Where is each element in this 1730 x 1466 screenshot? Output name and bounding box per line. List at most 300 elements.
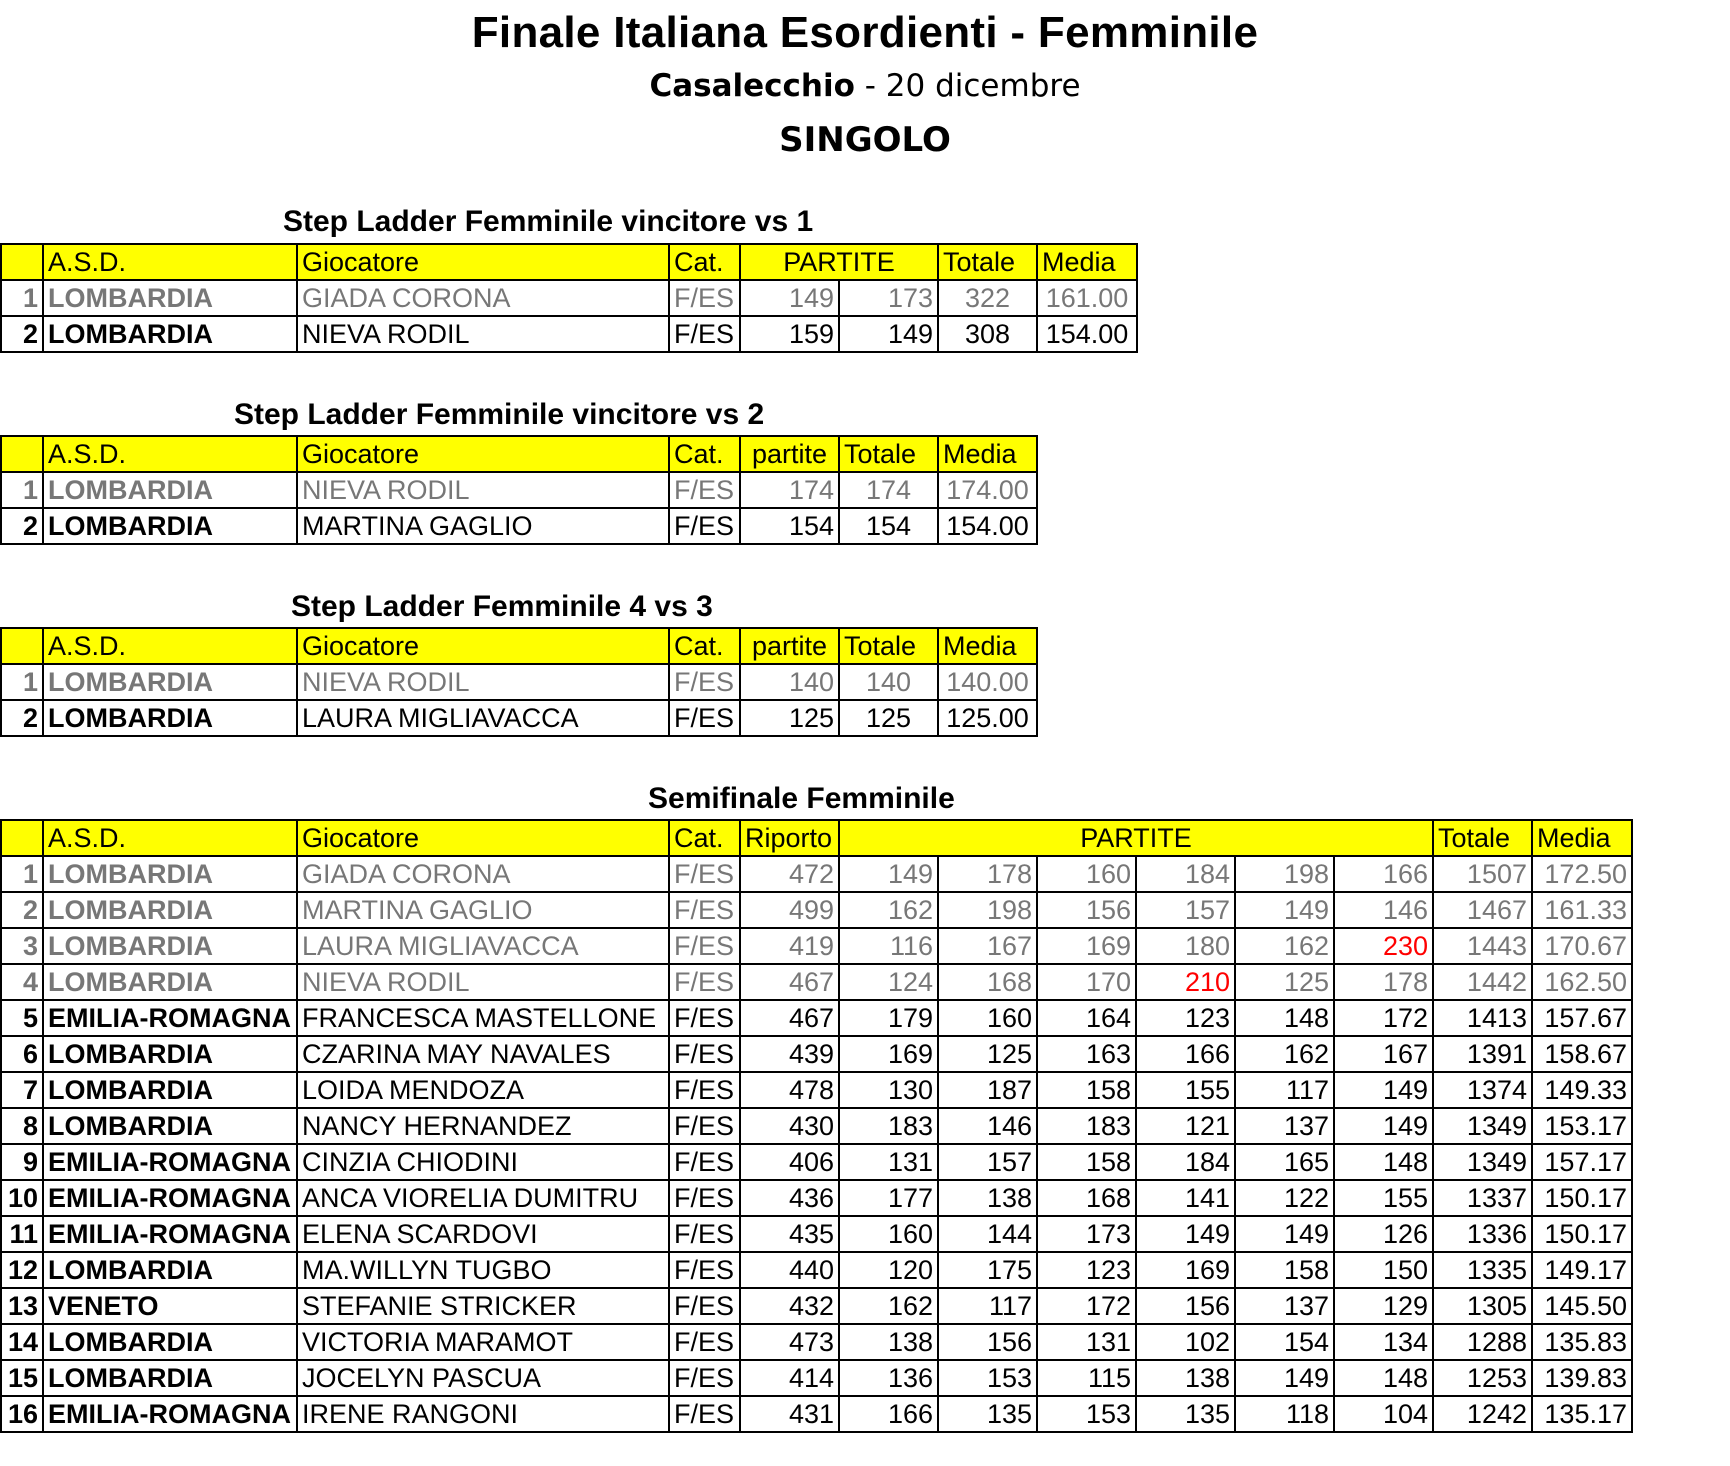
header-games: PARTITE xyxy=(839,820,1433,856)
game-cell: 123 xyxy=(1136,1000,1235,1036)
game-cell: 167 xyxy=(1334,1036,1433,1072)
header-player: Giocatore xyxy=(297,436,669,472)
average-cell: 157.17 xyxy=(1532,1144,1632,1180)
player-cell: CINZIA CHIODINI xyxy=(297,1144,669,1180)
carryover-cell: 499 xyxy=(740,892,839,928)
game-cell: 175 xyxy=(938,1252,1037,1288)
game-cell: 160 xyxy=(938,1000,1037,1036)
game-cell: 166 xyxy=(1136,1036,1235,1072)
header-average: Media xyxy=(1037,244,1137,280)
game-cell: 174 xyxy=(740,472,839,508)
event-subtitle xyxy=(0,68,1730,104)
game-cell: 137 xyxy=(1235,1108,1334,1144)
carryover-cell: 436 xyxy=(740,1180,839,1216)
cat-cell: F/ES xyxy=(669,928,740,964)
game-cell: 177 xyxy=(839,1180,938,1216)
player-cell: MARTINA GAGLIO xyxy=(297,508,669,544)
game-cell: 149 xyxy=(1235,1216,1334,1252)
asd-cell: LOMBARDIA xyxy=(43,508,297,544)
game-cell: 162 xyxy=(839,1288,938,1324)
average-cell: 149.17 xyxy=(1532,1252,1632,1288)
total-cell: 154 xyxy=(839,508,938,544)
game-cell: 149 xyxy=(839,856,938,892)
game-cell: 134 xyxy=(1334,1324,1433,1360)
game-cell: 169 xyxy=(1037,928,1136,964)
game-cell: 150 xyxy=(1334,1252,1433,1288)
player-cell: NIEVA RODIL xyxy=(297,964,669,1000)
game-cell: 131 xyxy=(1037,1324,1136,1360)
asd-cell: LOMBARDIA xyxy=(43,700,297,736)
rank-cell: 6 xyxy=(1,1036,43,1072)
average-cell: 174.00 xyxy=(938,472,1037,508)
header-rank xyxy=(1,628,43,664)
game-cell: 166 xyxy=(1334,856,1433,892)
table-row xyxy=(1,1180,1632,1216)
rank-cell: 16 xyxy=(1,1396,43,1432)
table-row xyxy=(1,856,1632,892)
table-row xyxy=(1,1036,1632,1072)
game-cell: 149 xyxy=(1235,1360,1334,1396)
header-asd: A.S.D. xyxy=(43,436,297,472)
rank-cell: 1 xyxy=(1,856,43,892)
table-row xyxy=(1,472,1037,508)
game-cell: 125 xyxy=(1235,964,1334,1000)
player-cell: NIEVA RODIL xyxy=(297,316,669,352)
cat-cell: F/ES xyxy=(669,964,740,1000)
game-cell: 172 xyxy=(1334,1000,1433,1036)
total-cell: 1305 xyxy=(1433,1288,1532,1324)
player-cell: CZARINA MAY NAVALES xyxy=(297,1036,669,1072)
average-cell: 140.00 xyxy=(938,664,1037,700)
average-cell: 150.17 xyxy=(1532,1180,1632,1216)
rank-cell: 11 xyxy=(1,1216,43,1252)
asd-cell: LOMBARDIA xyxy=(43,316,297,352)
player-cell: GIADA CORONA xyxy=(297,280,669,316)
game-cell: 158 xyxy=(1037,1144,1136,1180)
cat-cell: F/ES xyxy=(669,892,740,928)
game-cell: 158 xyxy=(1037,1072,1136,1108)
player-cell: MA.WILLYN TUGBO xyxy=(297,1252,669,1288)
asd-cell: LOMBARDIA xyxy=(43,1324,297,1360)
total-cell: 1242 xyxy=(1433,1396,1532,1432)
game-cell: 164 xyxy=(1037,1000,1136,1036)
header-asd: A.S.D. xyxy=(43,628,297,664)
carryover-cell: 467 xyxy=(740,1000,839,1036)
cat-cell: F/ES xyxy=(669,1036,740,1072)
table-row xyxy=(1,1324,1632,1360)
average-cell: 158.67 xyxy=(1532,1036,1632,1072)
total-cell: 322 xyxy=(938,280,1037,316)
asd-cell: EMILIA-ROMAGNA xyxy=(43,1180,297,1216)
game-cell: 130 xyxy=(839,1072,938,1108)
game-cell: 173 xyxy=(839,280,938,316)
game-cell: 178 xyxy=(1334,964,1433,1000)
header-rank xyxy=(1,436,43,472)
asd-cell: LOMBARDIA xyxy=(43,1072,297,1108)
header-total: Totale xyxy=(1433,820,1532,856)
game-cell: 156 xyxy=(1136,1288,1235,1324)
game-cell: 138 xyxy=(938,1180,1037,1216)
average-cell: 150.17 xyxy=(1532,1216,1632,1252)
asd-cell: LOMBARDIA xyxy=(43,928,297,964)
cat-cell: F/ES xyxy=(669,1288,740,1324)
game-cell: 156 xyxy=(1037,892,1136,928)
game-cell: 149 xyxy=(1136,1216,1235,1252)
rank-cell: 4 xyxy=(1,964,43,1000)
table-row xyxy=(1,1288,1632,1324)
game-cell: 184 xyxy=(1136,1144,1235,1180)
cat-cell: F/ES xyxy=(669,856,740,892)
total-cell: 1391 xyxy=(1433,1036,1532,1072)
average-cell: 157.67 xyxy=(1532,1000,1632,1036)
rank-cell: 1 xyxy=(1,664,43,700)
carryover-cell: 435 xyxy=(740,1216,839,1252)
game-cell: 148 xyxy=(1235,1000,1334,1036)
average-cell: 170.67 xyxy=(1532,928,1632,964)
cat-cell: F/ES xyxy=(669,1396,740,1432)
average-cell: 135.83 xyxy=(1532,1324,1632,1360)
game-cell: 169 xyxy=(1136,1252,1235,1288)
game-cell: 122 xyxy=(1235,1180,1334,1216)
rank-cell: 3 xyxy=(1,928,43,964)
asd-cell: VENETO xyxy=(43,1288,297,1324)
game-cell: 140 xyxy=(740,664,839,700)
header-games: partite xyxy=(740,436,839,472)
game-cell: 154 xyxy=(1235,1324,1334,1360)
carryover-cell: 467 xyxy=(740,964,839,1000)
rank-cell: 12 xyxy=(1,1252,43,1288)
game-cell: 155 xyxy=(1136,1072,1235,1108)
event-place: Casalecchio xyxy=(649,68,855,104)
total-cell: 1413 xyxy=(1433,1000,1532,1036)
carryover-cell: 473 xyxy=(740,1324,839,1360)
game-cell: 158 xyxy=(1235,1252,1334,1288)
table-row xyxy=(1,1360,1632,1396)
player-cell: NIEVA RODIL xyxy=(297,664,669,700)
asd-cell: LOMBARDIA xyxy=(43,964,297,1000)
player-cell: NIEVA RODIL xyxy=(297,472,669,508)
table-row xyxy=(1,280,1137,316)
player-cell: LAURA MIGLIAVACCA xyxy=(297,928,669,964)
rank-cell: 7 xyxy=(1,1072,43,1108)
header-average: Media xyxy=(938,436,1037,472)
table-row xyxy=(1,1216,1632,1252)
game-cell: 160 xyxy=(1037,856,1136,892)
carryover-cell: 431 xyxy=(740,1396,839,1432)
game-cell: 125 xyxy=(740,700,839,736)
table-row xyxy=(1,1144,1632,1180)
game-cell: 135 xyxy=(938,1396,1037,1432)
asd-cell: LOMBARDIA xyxy=(43,1108,297,1144)
game-cell: 129 xyxy=(1334,1288,1433,1324)
rank-cell: 1 xyxy=(1,280,43,316)
game-cell: 138 xyxy=(839,1324,938,1360)
player-cell: GIADA CORONA xyxy=(297,856,669,892)
player-cell: STEFANIE STRICKER xyxy=(297,1288,669,1324)
header-games: partite xyxy=(740,628,839,664)
carryover-cell: 478 xyxy=(740,1072,839,1108)
asd-cell: LOMBARDIA xyxy=(43,856,297,892)
game-cell: 124 xyxy=(839,964,938,1000)
asd-cell: LOMBARDIA xyxy=(43,280,297,316)
player-cell: JOCELYN PASCUA xyxy=(297,1360,669,1396)
game-cell: 153 xyxy=(1037,1396,1136,1432)
game-cell: 155 xyxy=(1334,1180,1433,1216)
cat-cell: F/ES xyxy=(669,1000,740,1036)
carryover-cell: 439 xyxy=(740,1036,839,1072)
total-cell: 1349 xyxy=(1433,1144,1532,1180)
player-cell: MARTINA GAGLIO xyxy=(297,892,669,928)
cat-cell: F/ES xyxy=(669,1360,740,1396)
game-cell: 178 xyxy=(938,856,1037,892)
total-cell: 308 xyxy=(938,316,1037,352)
average-cell: 139.83 xyxy=(1532,1360,1632,1396)
game-cell: 149 xyxy=(839,316,938,352)
carryover-cell: 414 xyxy=(740,1360,839,1396)
rank-cell: 2 xyxy=(1,316,43,352)
player-cell: FRANCESCA MASTELLONE xyxy=(297,1000,669,1036)
cat-cell: F/ES xyxy=(669,664,740,700)
cat-cell: F/ES xyxy=(669,1324,740,1360)
player-cell: ANCA VIORELIA DUMITRU xyxy=(297,1180,669,1216)
table-row xyxy=(1,1072,1632,1108)
header-total: Totale xyxy=(839,436,938,472)
average-cell: 145.50 xyxy=(1532,1288,1632,1324)
section-title: SINGOLO xyxy=(779,120,951,160)
asd-cell: LOMBARDIA xyxy=(43,472,297,508)
rank-cell: 15 xyxy=(1,1360,43,1396)
game-cell: 125 xyxy=(938,1036,1037,1072)
total-cell: 1507 xyxy=(1433,856,1532,892)
game-cell: 198 xyxy=(1235,856,1334,892)
game-cell: 179 xyxy=(839,1000,938,1036)
player-cell: ELENA SCARDOVI xyxy=(297,1216,669,1252)
header-asd: A.S.D. xyxy=(43,244,297,280)
game-cell: 126 xyxy=(1334,1216,1433,1252)
player-cell: IRENE RANGONI xyxy=(297,1396,669,1432)
game-cell: 165 xyxy=(1235,1144,1334,1180)
game-cell: 121 xyxy=(1136,1108,1235,1144)
game-cell: 167 xyxy=(938,928,1037,964)
player-cell: LAURA MIGLIAVACCA xyxy=(297,700,669,736)
header-asd: A.S.D. xyxy=(43,820,297,856)
average-cell: 172.50 xyxy=(1532,856,1632,892)
average-cell: 162.50 xyxy=(1532,964,1632,1000)
total-cell: 1337 xyxy=(1433,1180,1532,1216)
game-cell: 118 xyxy=(1235,1396,1334,1432)
total-cell: 1253 xyxy=(1433,1360,1532,1396)
game-cell: 159 xyxy=(740,316,839,352)
total-cell: 1374 xyxy=(1433,1072,1532,1108)
asd-cell: LOMBARDIA xyxy=(43,1360,297,1396)
total-cell: 1442 xyxy=(1433,964,1532,1000)
rank-cell: 8 xyxy=(1,1108,43,1144)
cat-cell: F/ES xyxy=(669,1216,740,1252)
average-cell: 161.33 xyxy=(1532,892,1632,928)
game-cell: 148 xyxy=(1334,1144,1433,1180)
header-total: Totale xyxy=(839,628,938,664)
table-row xyxy=(1,1396,1632,1432)
game-cell: 169 xyxy=(839,1036,938,1072)
game-cell: 115 xyxy=(1037,1360,1136,1396)
game-cell: 166 xyxy=(839,1396,938,1432)
game-cell: 162 xyxy=(1235,928,1334,964)
total-cell: 1467 xyxy=(1433,892,1532,928)
game-cell: 117 xyxy=(938,1288,1037,1324)
total-cell: 1443 xyxy=(1433,928,1532,964)
header-carryover: Riporto xyxy=(740,820,839,856)
header-cat: Cat. xyxy=(669,628,740,664)
cat-cell: F/ES xyxy=(669,472,740,508)
table-row xyxy=(1,892,1632,928)
stepladder-table-1 xyxy=(0,243,1138,353)
total-cell: 1335 xyxy=(1433,1252,1532,1288)
game-cell: 156 xyxy=(938,1324,1037,1360)
average-cell: 161.00 xyxy=(1037,280,1137,316)
header-rank xyxy=(1,244,43,280)
game-cell: 102 xyxy=(1136,1324,1235,1360)
carryover-cell: 430 xyxy=(740,1108,839,1144)
table-row xyxy=(1,316,1137,352)
total-cell: 1349 xyxy=(1433,1108,1532,1144)
game-cell: 146 xyxy=(1334,892,1433,928)
average-cell: 125.00 xyxy=(938,700,1037,736)
table-header-row xyxy=(1,820,1632,856)
stepladder-table-2 xyxy=(0,435,1038,545)
game-cell: 183 xyxy=(1037,1108,1136,1144)
header-cat: Cat. xyxy=(669,820,740,856)
cat-cell: F/ES xyxy=(669,1072,740,1108)
game-cell: 157 xyxy=(1136,892,1235,928)
table2-title: Step Ladder Femminile vincitore vs 2 xyxy=(234,398,765,431)
table-row xyxy=(1,1108,1632,1144)
event-date: - 20 dicembre xyxy=(854,68,1081,104)
game-cell: 198 xyxy=(938,892,1037,928)
table-row xyxy=(1,1000,1632,1036)
asd-cell: LOMBARDIA xyxy=(43,892,297,928)
asd-cell: EMILIA-ROMAGNA xyxy=(43,1216,297,1252)
table-row xyxy=(1,1252,1632,1288)
average-cell: 149.33 xyxy=(1532,1072,1632,1108)
cat-cell: F/ES xyxy=(669,1180,740,1216)
asd-cell: EMILIA-ROMAGNA xyxy=(43,1144,297,1180)
total-cell: 125 xyxy=(839,700,938,736)
header-player: Giocatore xyxy=(297,820,669,856)
game-cell: 157 xyxy=(938,1144,1037,1180)
game-cell: 168 xyxy=(1037,1180,1136,1216)
table-header-row xyxy=(1,244,1137,280)
game-cell: 172 xyxy=(1037,1288,1136,1324)
game-cell: 144 xyxy=(938,1216,1037,1252)
rank-cell: 9 xyxy=(1,1144,43,1180)
rank-cell: 5 xyxy=(1,1000,43,1036)
game-cell: 153 xyxy=(938,1360,1037,1396)
table-header-row xyxy=(1,436,1037,472)
average-cell: 154.00 xyxy=(938,508,1037,544)
average-cell: 135.17 xyxy=(1532,1396,1632,1432)
rank-cell: 2 xyxy=(1,892,43,928)
game-cell: 173 xyxy=(1037,1216,1136,1252)
header-rank xyxy=(1,820,43,856)
game-cell: 141 xyxy=(1136,1180,1235,1216)
table-row xyxy=(1,928,1632,964)
total-cell: 174 xyxy=(839,472,938,508)
table-row xyxy=(1,964,1632,1000)
cat-cell: F/ES xyxy=(669,1252,740,1288)
header-games: PARTITE xyxy=(740,244,938,280)
game-cell: 154 xyxy=(740,508,839,544)
cat-cell: F/ES xyxy=(669,1144,740,1180)
game-cell: 123 xyxy=(1037,1252,1136,1288)
asd-cell: LOMBARDIA xyxy=(43,1252,297,1288)
header-total: Totale xyxy=(938,244,1037,280)
table-row xyxy=(1,664,1037,700)
game-cell: 149 xyxy=(1334,1108,1433,1144)
game-cell: 180 xyxy=(1136,928,1235,964)
stepladder-table-3 xyxy=(0,627,1038,737)
game-cell: 149 xyxy=(1334,1072,1433,1108)
game-cell: 149 xyxy=(740,280,839,316)
header-cat: Cat. xyxy=(669,244,740,280)
rank-cell: 10 xyxy=(1,1180,43,1216)
game-cell: 170 xyxy=(1037,964,1136,1000)
table3-title: Step Ladder Femminile 4 vs 3 xyxy=(291,590,713,623)
asd-cell: EMILIA-ROMAGNA xyxy=(43,1396,297,1432)
average-cell: 154.00 xyxy=(1037,316,1137,352)
cat-cell: F/ES xyxy=(669,508,740,544)
rank-cell: 1 xyxy=(1,472,43,508)
player-cell: LOIDA MENDOZA xyxy=(297,1072,669,1108)
header-player: Giocatore xyxy=(297,244,669,280)
carryover-cell: 440 xyxy=(740,1252,839,1288)
game-cell: 210 xyxy=(1136,964,1235,1000)
game-cell: 184 xyxy=(1136,856,1235,892)
asd-cell: LOMBARDIA xyxy=(43,664,297,700)
header-average: Media xyxy=(1532,820,1632,856)
table-header-row xyxy=(1,628,1037,664)
game-cell: 162 xyxy=(1235,1036,1334,1072)
cat-cell: F/ES xyxy=(669,1108,740,1144)
semifinal-table xyxy=(0,819,1633,1433)
rank-cell: 2 xyxy=(1,700,43,736)
asd-cell: EMILIA-ROMAGNA xyxy=(43,1000,297,1036)
game-cell: 138 xyxy=(1136,1360,1235,1396)
game-cell: 135 xyxy=(1136,1396,1235,1432)
table1-title: Step Ladder Femminile vincitore vs 1 xyxy=(283,205,814,238)
rank-cell: 14 xyxy=(1,1324,43,1360)
game-cell: 149 xyxy=(1235,892,1334,928)
rank-cell: 2 xyxy=(1,508,43,544)
game-cell: 163 xyxy=(1037,1036,1136,1072)
total-cell: 1336 xyxy=(1433,1216,1532,1252)
game-cell: 230 xyxy=(1334,928,1433,964)
carryover-cell: 432 xyxy=(740,1288,839,1324)
game-cell: 120 xyxy=(839,1252,938,1288)
header-cat: Cat. xyxy=(669,436,740,472)
table4-title: Semifinale Femminile xyxy=(648,782,955,815)
page-title: Finale Italiana Esordienti - Femminile xyxy=(471,8,1259,57)
asd-cell: LOMBARDIA xyxy=(43,1036,297,1072)
game-cell: 168 xyxy=(938,964,1037,1000)
carryover-cell: 472 xyxy=(740,856,839,892)
game-cell: 104 xyxy=(1334,1396,1433,1432)
game-cell: 146 xyxy=(938,1108,1037,1144)
game-cell: 160 xyxy=(839,1216,938,1252)
game-cell: 116 xyxy=(839,928,938,964)
game-cell: 183 xyxy=(839,1108,938,1144)
header-player: Giocatore xyxy=(297,628,669,664)
player-cell: NANCY HERNANDEZ xyxy=(297,1108,669,1144)
